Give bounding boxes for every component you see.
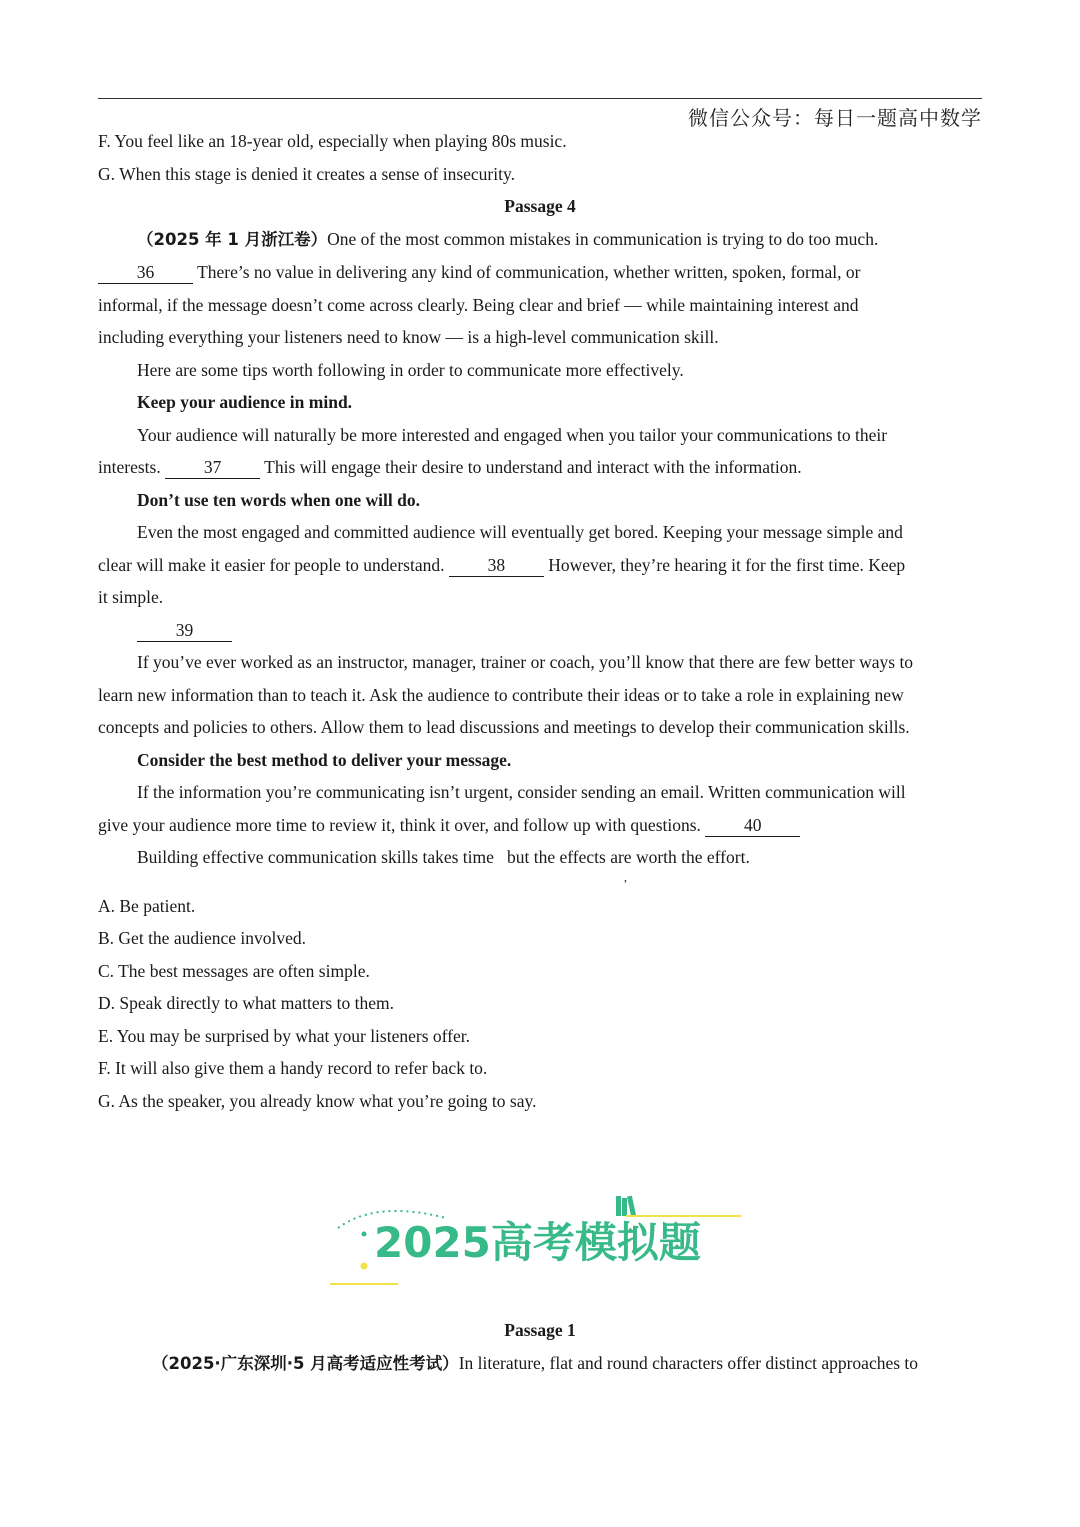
passage-1-source: （2025·广东深圳·5 月高考适应性考试） <box>152 1353 459 1373</box>
heading-method: Consider the best method to deliver your message. <box>137 749 512 770</box>
blank-39-line <box>98 614 982 647</box>
blank-40[interactable]: 40 <box>705 814 800 837</box>
option-f-prev: F. You feel like an 18-year old, especially when playing 80s music. <box>98 131 567 151</box>
p4-line-2: give your audience more time to review it, think it over, and follow up with questions. 40 <box>98 809 982 842</box>
option-e: E. You may be surprised by what your listeners offer. <box>98 1025 470 1046</box>
banner-title: 2025高考模拟题 <box>374 1218 701 1267</box>
p3-line-3: concepts and policies to others. Allow them to lead discussions and meetings to develop their communication skills. <box>98 717 910 737</box>
wechat-header: 微信公众号：每日一题高中数学 <box>688 106 982 130</box>
passage-4-title: Passage 4 <box>504 196 576 216</box>
passage-1-section <box>98 1314 982 1380</box>
passage-1-intro: （2025·广东深圳·5 月高考适应性考试）In literature, flat and round characters offer distinct approaches to <box>152 1352 919 1373</box>
option-a: A. Be patient. <box>98 895 196 916</box>
option-g: G. As the speaker, you already know what you’re going to say. <box>98 1090 537 1111</box>
p1-line-2: interests. 37 This will engage their desire to understand and interact with the information. <box>98 457 802 477</box>
option-c: C. The best messages are often simple. <box>98 960 370 981</box>
header-rule <box>98 98 982 99</box>
tips-line: Here are some tips worth following in order to communicate more effectively. <box>137 359 684 380</box>
heading-audience: Keep your audience in mind. <box>137 392 353 412</box>
p4-line-1: If the information you’re communicating isn’t urgent, consider sending an email. Written communication will <box>137 782 906 802</box>
blank-39[interactable]: 39 <box>137 619 232 642</box>
closing-line: Building effective communication skills takes time but the effects are worth the effort. <box>137 847 750 867</box>
passage-4-intro-line-3: informal, if the message doesn’t come across clearly. Being clear and brief — while maintaining interest and <box>98 294 859 315</box>
document-body <box>98 125 982 1117</box>
blank-37[interactable]: 37 <box>165 456 260 479</box>
option-d: D. Speak directly to what matters to them. <box>98 993 394 1013</box>
passage-4-intro-line-4: including everything your listeners need to know — is a high-level communication skill. <box>98 327 719 347</box>
option-f: F. It will also give them a handy record to refer back to. <box>98 1058 488 1078</box>
blank-38[interactable]: 38 <box>449 554 544 577</box>
p2-line-2: clear will make it easier for people to understand. 38 However, they’re hearing it for the first time. Keep <box>98 554 906 575</box>
closing-comma: , <box>624 870 627 884</box>
passage-4-source: （2025 年 1 月浙江卷） <box>137 229 328 249</box>
passage-1-title: Passage 1 <box>504 1320 576 1340</box>
p1-line-1: Your audience will naturally be more interested and engaged when you tailor your communications to their <box>137 424 888 445</box>
section-banner <box>326 1190 746 1290</box>
heading-ten-words: Don’t use ten words when one will do. <box>137 489 420 510</box>
banner-line-bottom <box>330 1283 398 1285</box>
p3-line-1: If you’ve ever worked as an instructor, manager, trainer or coach, you’ll know that there are few better ways to <box>137 652 914 672</box>
passage-4-intro-line-2: 36 There’s no value in delivering any kind of communication, whether written, spoken, formal, or <box>98 256 982 289</box>
yellow-dot-icon <box>360 1262 368 1270</box>
blank-36[interactable]: 36 <box>98 261 193 284</box>
p2-line-3: it simple. <box>98 587 164 607</box>
passage-4-intro-line-1: （2025 年 1 月浙江卷）One of the most common mistakes in communication is trying to do too much. <box>137 228 879 249</box>
p2-line-1: Even the most engaged and committed audience will eventually get bored. Keeping your message simple and <box>137 522 903 542</box>
p3-line-2: learn new information than to teach it. Ask the audience to contribute their ideas or to take a role in explaining new <box>98 684 904 705</box>
option-b: B. Get the audience involved. <box>98 928 306 948</box>
option-g-prev: G. When this stage is denied it creates a sense of insecurity. <box>98 163 515 184</box>
